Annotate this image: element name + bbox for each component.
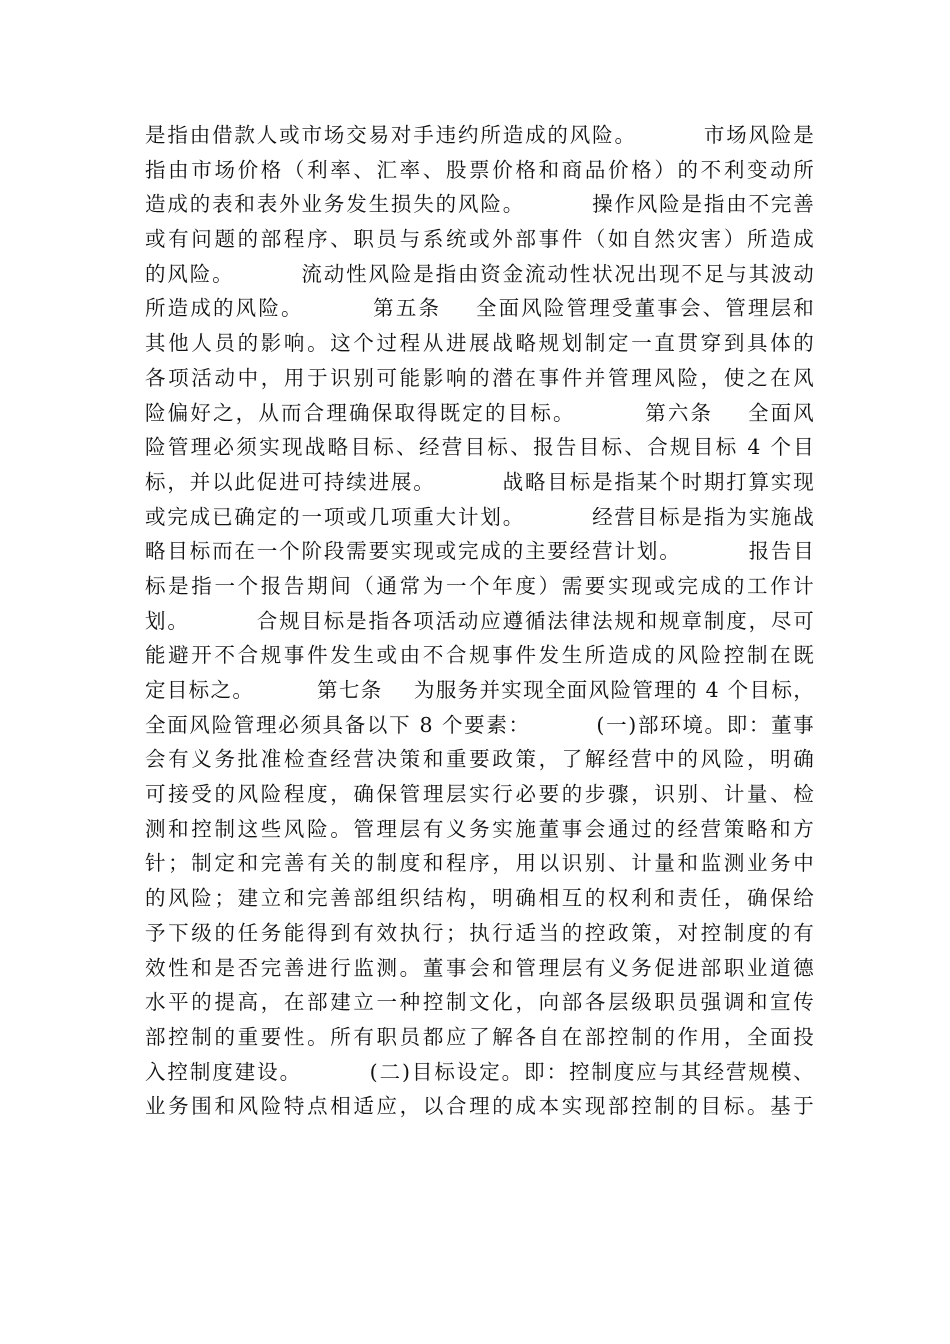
text-line: 各项活动中，用于识别可能影响的潜在事件并管理风险，使之在风 (145, 365, 815, 390)
text-line: 是指由借款人或市场交易对手违约所造成的风险。 市场风险是 (145, 123, 815, 147)
text-line: 能避开不合规事件发生或由不合规事件发生所造成的风险控制在既 (145, 643, 815, 668)
text-line: 可接受的风险程度，确保管理层实行必要的步骤，识别、计量、检 (145, 782, 815, 807)
text-line: 或完成已确定的一项或几项重大计划。 经营目标是指为实施战 (145, 504, 815, 529)
text-line: 予下级的任务能得到有效执行；执行适当的控政策，对控制度的有 (145, 920, 815, 945)
text-line: 险偏好之，从而合理确保取得既定的目标。 第六条 全面风 (145, 400, 815, 425)
text-line: 针；制定和完善有关的制度和程序，用以识别、计量和监测业务中 (145, 851, 815, 876)
text-line: 部控制的重要性。所有职员都应了解各自在部控制的作用，全面投 (145, 1024, 815, 1049)
text-line: 全面风险管理必须具备以下 8 个要素： (一)部环境。即：董事 (145, 712, 815, 737)
text-line: 标是指一个报告期间（通常为一个年度）需要实现或完成的工作计 (145, 573, 815, 598)
text-line: 的风险。 流动性风险是指由资金流动性状况出现不足与其波动 (145, 261, 815, 286)
text-line: 效性和是否完善进行监测。董事会和管理层有义务促进部职业道德 (145, 955, 815, 980)
text-line: 指由市场价格（利率、汇率、股票价格和商品价格）的不利变动所 (145, 157, 815, 182)
text-line: 险管理必须实现战略目标、经营目标、报告目标、合规目标 4 个目 (145, 435, 815, 460)
text-line: 造成的表和表外业务发生损失的风险。 操作风险是指由不完善 (145, 192, 815, 217)
body-text (145, 118, 815, 1124)
text-line: 所造成的风险。 第五条 全面风险管理受董事会、管理层和 (145, 296, 815, 321)
text-line: 水平的提高，在部建立一种控制文化，向部各层级职员强调和宣传 (145, 990, 815, 1015)
text-line: 略目标而在一个阶段需要实现或完成的主要经营计划。 报告目 (145, 539, 815, 564)
text-line: 会有义务批准检查经营决策和重要政策，了解经营中的风险，明确 (145, 747, 815, 772)
text-line: 或有问题的部程序、职员与系统或外部事件（如自然灾害）所造成 (145, 227, 815, 252)
text-line: 划。 合规目标是指各项活动应遵循法律法规和规章制度，尽可 (145, 608, 815, 633)
text-line: 入控制度建设。 (二)目标设定。即：控制度应与其经营规模、 (145, 1059, 815, 1084)
text-line: 测和控制这些风险。管理层有义务实施董事会通过的经营策略和方 (145, 816, 815, 841)
text-line: 的风险；建立和完善部组织结构，明确相互的权利和责任，确保给 (145, 886, 815, 911)
text-line: 业务围和风险特点相适应，以合理的成本实现部控制的目标。基于 (145, 1094, 815, 1119)
text-line: 标，并以此促进可持续进展。 战略目标是指某个时期打算实现 (145, 469, 815, 494)
text-line: 其他人员的影响。这个过程从进展战略规划制定一直贯穿到具体的 (145, 331, 815, 356)
text-line: 定目标之。 第七条 为服务并实现全面风险管理的 4 个目标， (145, 678, 815, 702)
